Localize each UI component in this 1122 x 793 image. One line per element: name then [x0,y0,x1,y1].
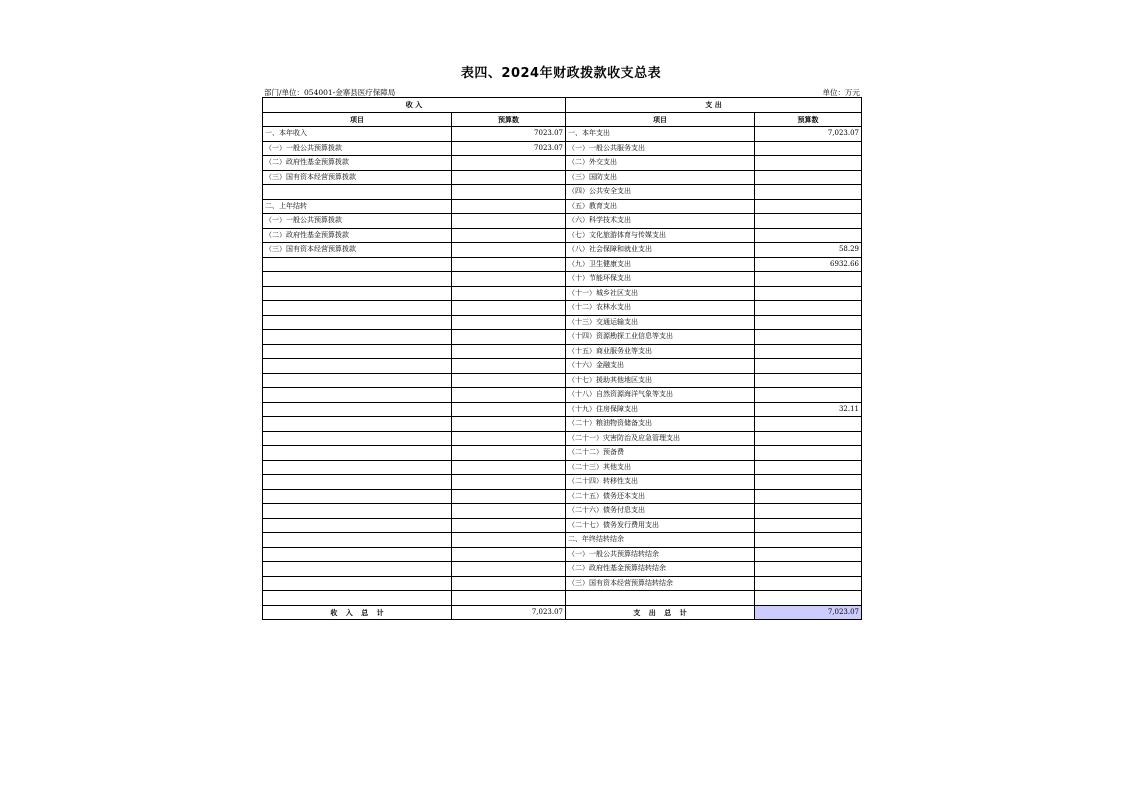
table-row [263,388,862,403]
expense-item-cell: （十三）交通运输支出 [566,315,755,330]
income-value-cell [452,243,566,258]
income-value-cell [452,315,566,330]
income-value-cell [452,272,566,287]
income-item-cell: 二、上年结转 [263,199,452,214]
expense-value-cell [755,286,862,301]
table-row [263,489,862,504]
income-value-cell [452,475,566,490]
expense-value-cell [755,475,862,490]
expense-value-cell [755,156,862,171]
table-row [263,185,862,200]
income-budget-header: 预算数 [452,112,566,127]
expense-item-cell: （十七）援助其他地区支出 [566,373,755,388]
income-item-cell: （三）国有资本经营预算拨款 [263,243,452,258]
expense-value-cell [755,170,862,185]
table-row [263,199,862,214]
income-value-cell [452,301,566,316]
income-item-cell [263,417,452,432]
table-row [263,272,862,287]
income-item-cell [263,518,452,533]
table-row [263,330,862,345]
income-item-cell [263,359,452,374]
expense-value-cell [755,315,862,330]
expense-value-cell [755,533,862,548]
expense-item-cell: （二十六）债务付息支出 [566,504,755,519]
income-value-cell [452,330,566,345]
income-value-cell [452,185,566,200]
table-row [263,591,862,606]
table-row [263,547,862,562]
income-value-cell [452,562,566,577]
expense-value-cell [755,417,862,432]
expense-item-cell: （一）一般公共预算结转结余 [566,547,755,562]
table-row [263,504,862,519]
expense-value-cell [755,228,862,243]
expense-item-cell: （二十三）其他支出 [566,460,755,475]
expense-value-cell [755,141,862,156]
section-header-row [263,98,862,113]
income-value-cell [452,576,566,591]
income-item-cell: （三）国有资本经营预算拨款 [263,170,452,185]
income-item-cell [263,344,452,359]
income-value-cell [452,286,566,301]
income-item-cell [263,547,452,562]
expense-value-cell [755,330,862,345]
table-row [263,562,862,577]
expense-item-cell: （九）卫生健康支出 [566,257,755,272]
income-item-cell: 一、本年收入 [263,127,452,142]
table-row [263,533,862,548]
income-value-cell [452,170,566,185]
table-row [263,301,862,316]
table-row [263,286,862,301]
expense-value-cell [755,214,862,229]
expense-value-cell [755,359,862,374]
income-value-cell [452,417,566,432]
expense-value-cell [755,388,862,403]
income-value-cell [452,359,566,374]
table-row [263,228,862,243]
income-item-cell [263,388,452,403]
income-item-cell: （二）政府性基金预算拨款 [263,156,452,171]
table-row [263,417,862,432]
expense-value-cell [755,446,862,461]
income-value-cell [452,533,566,548]
income-value-cell [452,518,566,533]
totals-row [263,605,862,620]
expense-value-cell [755,272,862,287]
table-row [263,446,862,461]
expense-item-cell: （一）一般公共服务支出 [566,141,755,156]
income-value-cell [452,388,566,403]
income-item-cell [263,489,452,504]
income-value-cell [452,156,566,171]
table-row [263,170,862,185]
table-row [263,214,862,229]
income-total-value: 7,023.07 [452,605,566,620]
income-total-label: 收 入 总 计 [263,605,452,620]
income-value-cell [452,199,566,214]
income-value-cell [452,489,566,504]
table-row [263,127,862,142]
expense-value-cell [755,547,862,562]
income-item-cell: （一）一般公共预算拨款 [263,141,452,156]
expense-value-cell [755,489,862,504]
income-item-cell [263,533,452,548]
expense-item-cell: （十）节能环保支出 [566,272,755,287]
income-item-cell [263,272,452,287]
expense-item-cell: （十四）资源勘探工业信息等支出 [566,330,755,345]
table-row [263,243,862,258]
expense-item-cell: （十六）金融支出 [566,359,755,374]
expense-value-cell [755,518,862,533]
income-item-cell [263,257,452,272]
expense-item-cell: （八）社会保障和就业支出 [566,243,755,258]
income-value-cell [452,373,566,388]
table-row [263,141,862,156]
expense-total-label: 支 出 总 计 [566,605,755,620]
page-title: 表四、2024年财政拨款收支总表 [460,66,662,81]
income-item-cell [263,402,452,417]
expense-value-cell [755,504,862,519]
income-value-cell [452,446,566,461]
expense-value-cell [755,185,862,200]
table-row [263,431,862,446]
income-item-cell [263,431,452,446]
income-section-header: 收 入 [263,98,566,113]
table-row [263,344,862,359]
expense-value-cell [755,431,862,446]
expense-value-cell [755,373,862,388]
expense-item-cell: （十五）商业服务业等支出 [566,344,755,359]
expense-item-cell: （二十四）转移性支出 [566,475,755,490]
table-row [263,257,862,272]
income-value-cell: 7023.07 [452,127,566,142]
table-row [263,402,862,417]
expense-item-cell: （五）教育支出 [566,199,755,214]
income-item-cell [263,185,452,200]
table-body [263,127,862,606]
income-item-cell [263,460,452,475]
table-row [263,475,862,490]
income-item-cell: （一）一般公共预算拨款 [263,214,452,229]
expense-value-cell: 58.29 [755,243,862,258]
expense-item-cell: （二十一）灾害防治及应急管理支出 [566,431,755,446]
income-item-cell [263,446,452,461]
expense-item-cell: （四）公共安全支出 [566,185,755,200]
expense-item-cell [566,591,755,606]
table-row [263,460,862,475]
expense-value-cell [755,576,862,591]
income-item-cell: （二）政府性基金预算拨款 [263,228,452,243]
income-item-cell [263,373,452,388]
expense-item-cell: （三）国有资本经营预算结转结余 [566,576,755,591]
expense-total-value: 7,023.07 [755,605,862,620]
expense-value-cell: 7,023.07 [755,127,862,142]
income-value-cell [452,591,566,606]
income-item-cell [263,504,452,519]
column-header-row [263,112,862,127]
expense-value-cell: 32.11 [755,402,862,417]
expense-budget-header: 预算数 [755,112,862,127]
table-row [263,359,862,374]
expense-item-cell: （十九）住房保障支出 [566,402,755,417]
expense-item-cell: （二十五）债务还本支出 [566,489,755,504]
income-value-cell: 7023.07 [452,141,566,156]
income-value-cell [452,504,566,519]
table-row [263,518,862,533]
income-value-cell [452,547,566,562]
income-value-cell [452,257,566,272]
expense-item-cell: （十一）城乡社区支出 [566,286,755,301]
expense-item-cell: （三）国防支出 [566,170,755,185]
income-item-cell [263,475,452,490]
expense-value-cell [755,460,862,475]
income-item-cell [263,301,452,316]
expense-item-cell: （二）外交支出 [566,156,755,171]
income-value-cell [452,460,566,475]
expense-value-cell [755,562,862,577]
unit-label: 单位：万元 [822,88,860,97]
expense-item-cell: （六）科学技术支出 [566,214,755,229]
expense-value-cell: 6932.66 [755,257,862,272]
department-label: 部门/单位：054001-金寨县医疗保障局 [264,88,396,97]
income-value-cell [452,402,566,417]
expense-item-cell: （七）文化旅游体育与传媒支出 [566,228,755,243]
expense-value-cell [755,301,862,316]
expense-item-cell: （二十七）债务发行费用支出 [566,518,755,533]
expense-item-cell: （二）政府性基金预算结转结余 [566,562,755,577]
income-item-cell [263,576,452,591]
table-row [263,373,862,388]
income-value-cell [452,228,566,243]
income-item-cell [263,591,452,606]
table-row [263,156,862,171]
income-item-cell [263,562,452,577]
income-item-cell [263,286,452,301]
expense-item-cell: （二十）粮油物资储备支出 [566,417,755,432]
expense-item-cell: （二十二）预备费 [566,446,755,461]
expense-item-header: 项目 [566,112,755,127]
expense-item-cell: 一、本年支出 [566,127,755,142]
expense-section-header: 支 出 [566,98,862,113]
expense-value-cell [755,591,862,606]
income-value-cell [452,344,566,359]
expense-value-cell [755,344,862,359]
income-value-cell [452,214,566,229]
expense-value-cell [755,199,862,214]
expense-item-cell: （十八）自然资源海洋气象等支出 [566,388,755,403]
income-value-cell [452,431,566,446]
table-row [263,315,862,330]
table-row [263,576,862,591]
expense-item-cell: 二、年终结转结余 [566,533,755,548]
income-item-header: 项目 [263,112,452,127]
expense-item-cell: （十二）农林水支出 [566,301,755,316]
budget-table [262,97,862,620]
income-item-cell [263,330,452,345]
income-item-cell [263,315,452,330]
